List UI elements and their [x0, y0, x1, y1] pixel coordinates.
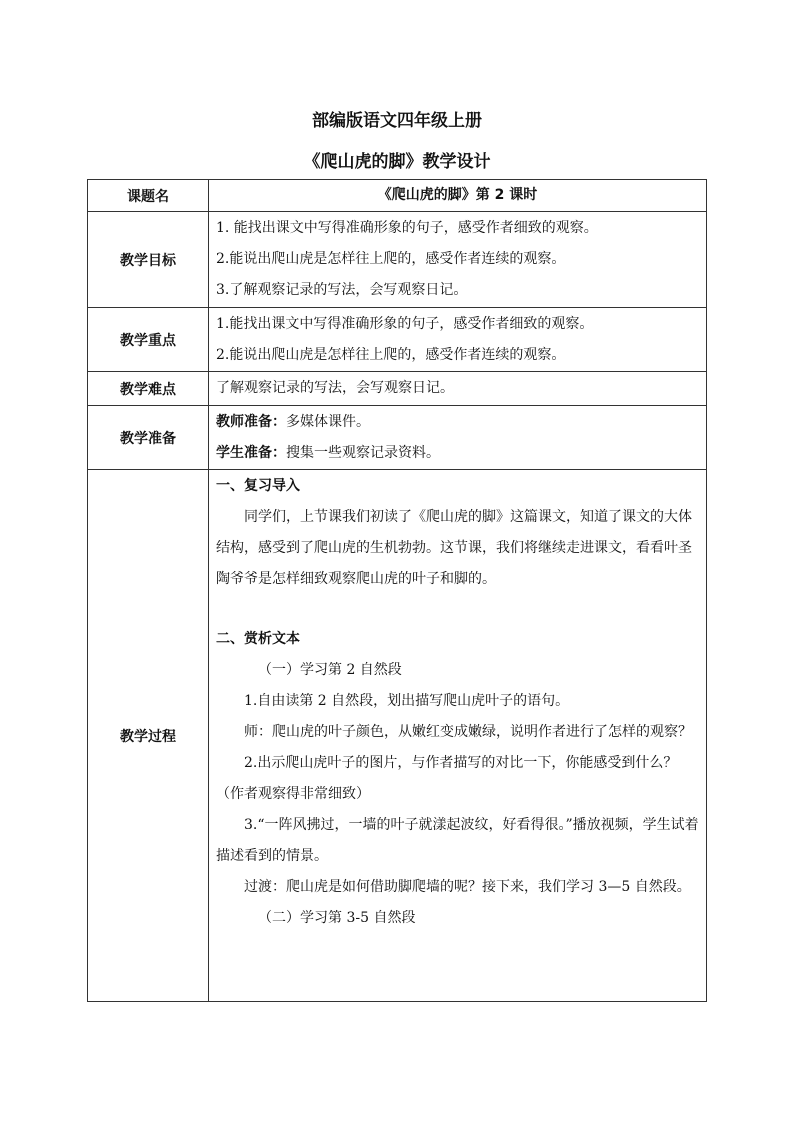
topic-value: 《爬山虎的脚》第 2 课时: [209, 180, 707, 212]
document-title: 部编版语文四年级上册: [312, 111, 482, 131]
section-heading: 二、赏析文本: [216, 631, 300, 647]
subsection-heading: （一）学习第 2 自然段: [258, 662, 402, 678]
table-row: [88, 470, 707, 1002]
table-row: [88, 212, 707, 308]
table-row: [88, 406, 707, 470]
focus-item: 2.能说出爬山虎是怎样往上爬的，感受作者连续的观察。: [216, 346, 566, 363]
prep-student-value: 搜集一些观察记录资料。: [286, 444, 440, 461]
goal-item: 1. 能找出课文中写得准确形象的句子，感受作者细致的观察。: [216, 220, 598, 236]
goal-item: 3.了解观察记录的写法，会写观察日记。: [216, 282, 468, 298]
paragraph: 3.“一阵风拂过，一墙的叶子就漾起波纹，好看得很。”播放视频，学生试着描述看到的情景。: [216, 817, 699, 864]
paragraph: 过渡：爬山虎是如何借助脚爬墙的呢？接下来，我们学习 3—5 自然段。: [244, 879, 691, 895]
lesson-plan-table: [87, 179, 707, 1002]
prep-student-label: 学生准备：: [216, 444, 286, 461]
focus-cell: [209, 308, 707, 372]
table-row: [88, 372, 707, 406]
paragraph: 师：爬山虎的叶子颜色，从嫩红变成嫩绿，说明作者进行了怎样的观察？: [244, 724, 692, 740]
prep-label: 教学准备: [88, 406, 209, 470]
spacer: [216, 595, 699, 624]
paragraph: 2.出示爬山虎叶子的图片，与作者描写的对比一下，你能感受到什么？（作者观察得非常细致）: [216, 755, 678, 802]
paragraph: 同学们，上节课我们初读了《爬山虎的脚》这篇课文，知道了课文的大体结构，感受到了爬山虎的生机勃勃。这节课，我们将继续走进课文，看看叶圣陶爷爷是怎样细致观察爬山虎的叶子和脚的。: [216, 509, 692, 587]
section-heading: 一、复习导入: [216, 478, 300, 494]
prep-teacher-value: 多媒体课件。: [286, 413, 370, 430]
focus-item: 1.能找出课文中写得准确形象的句子，感受作者细致的观察。: [216, 315, 594, 332]
prep-student: [216, 438, 699, 469]
document-subtitle: 《爬山虎的脚》教学设计: [303, 152, 491, 172]
paragraph: 1.自由读第 2 自然段，划出描写爬山虎叶子的语句。: [244, 693, 570, 709]
goals-cell: [209, 212, 707, 308]
prep-teacher: [216, 407, 699, 438]
difficulty-value: 了解观察记录的写法，会写观察日记。: [209, 372, 707, 406]
prep-teacher-label: 教师准备：: [216, 413, 286, 430]
prep-cell: [209, 406, 707, 470]
topic-label: 课题名: [88, 180, 209, 212]
table-row: [88, 308, 707, 372]
table-row: [88, 180, 707, 212]
subsection-heading: （二）学习第 3-5 自然段: [258, 910, 416, 926]
focus-label: 教学重点: [88, 308, 209, 372]
difficulty-label: 教学难点: [88, 372, 209, 406]
process-label: 教学过程: [88, 470, 209, 1002]
goal-item: 2.能说出爬山虎是怎样往上爬的，感受作者连续的观察。: [216, 251, 566, 267]
goals-label: 教学目标: [88, 212, 209, 308]
process-cell: [209, 470, 707, 1002]
